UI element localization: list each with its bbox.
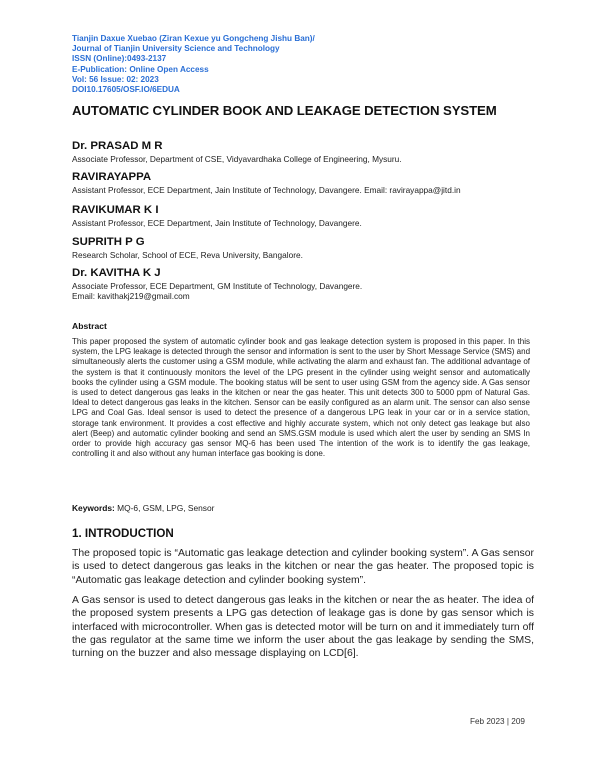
intro-paragraph: The proposed topic is “Automatic gas leakage detection and cylinder booking system”. A Gas sensor is used to detect dangerous gas leaks in the kitchen or near the gas heater. The proposed topic is “Automatic gas leakage detection and cylinder booking system”.: [72, 548, 534, 586]
author-affiliation: Associate Professor, Department of CSE, Vidyavardhaka College of Engineering, Mysuru.: [72, 154, 402, 164]
author-name: Dr. PRASAD M R: [72, 140, 163, 152]
author-block: [72, 267, 542, 302]
author-email: Email: kavithakj219@gmail.com: [72, 291, 190, 302]
intro-paragraph: A Gas sensor is used to detect dangerous gas leaks in the kitchen or near the as heater. The idea of the proposed system presents a LPG gas detection of leakage gas is done by gas sensor which is interfaced with microcontroller. When gas is detected motor will be turn on and it immediately turn off the gas regulator at the same time we inform the user about the gas leakage by sending the SMS, turning on the buzzer and also message displaying on LCD[6].: [72, 595, 534, 660]
paper-title: AUTOMATIC CYLINDER BOOK AND LEAKAGE DETECTION SYSTEM: [72, 103, 497, 118]
author-affiliation: Associate Professor, ECE Department, GM Institute of Technology, Davangere.: [72, 281, 363, 291]
author-name: RAVIKUMAR K I: [72, 204, 159, 216]
author-affiliation: Assistant Professor, ECE Department, Jain Institute of Technology, Davangere. Email: ravirayappa@jitd.in: [72, 185, 461, 195]
author-block: [72, 204, 542, 228]
journal-english-name: Journal of Tianjin University Science and Technology: [72, 44, 280, 54]
page-footer: Feb 2023 | 209: [470, 717, 525, 726]
journal-publication: E-Publication: Online Open Access: [72, 64, 209, 74]
journal-doi: DOI10.17605/OSF.IO/6EDUA: [72, 85, 180, 95]
author-affiliation: Assistant Professor, ECE Department, Jain Institute of Technology, Davangere.: [72, 218, 362, 228]
author-affiliation: Research Scholar, School of ECE, Reva University, Bangalore.: [72, 250, 303, 260]
journal-name-line: Tianjin Daxue Xuebao (Ziran Kexue yu Gongcheng Jishu Ban)/: [72, 34, 315, 43]
author-name: Dr. KAVITHA K J: [72, 267, 161, 279]
journal-volume: Vol: 56 Issue: 02: 2023: [72, 74, 159, 84]
section-heading-introduction: 1. INTRODUCTION: [72, 527, 174, 540]
author-block: [72, 140, 542, 164]
author-block: [72, 171, 542, 195]
author-block: [72, 236, 542, 260]
keywords-label: Keywords:: [72, 503, 115, 513]
author-name: RAVIRAYAPPA: [72, 171, 152, 183]
abstract-heading: Abstract: [72, 321, 107, 331]
author-name: SUPRITH P G: [72, 236, 145, 248]
keywords: [72, 503, 530, 513]
journal-issn: ISSN (Online):0493-2137: [72, 54, 167, 64]
journal-header: [72, 34, 532, 95]
abstract-text: This paper proposed the system of automatic cylinder book and gas leakage detection system is proposed in this paper. In this system, the LPG leakage is detected through the sensor and information is sent to the user by Short Message Service (SMS) and simultaneously alerts the customer using a GSM module, while activating the alarm and exhaust fan. The additional advantage of the system is that it continuously monitors the level of the LPG present in the cylinder using weight sensor and automatically books the cylinder using a GSM module. The booking status will be sent to user using GSM from the agency side. A Gas sensor is used to detect dangerous gas leaks in the kitchen or near the gas heater. This unit detects 300 to 5000 ppm of Natural Gas. Ideal to detect dangerous gas leaks in the kitchen. Sensor can be easily configured as an alarm unit. The sensor can also sense LPG and Coal Gas. Ideal sensor is used to detect the presence of a dangerous LPG leak in your car or in a service station, storage tank environment. It provides a cost effective and highly accurate system, which not only detect gas leakage but also alert (Beep) and automatic cylinder booking and send an SMS.GSM module is used which alert the user by sending an SMS In order to provide high accuracy gas sensor MQ-6 has been used The intention of the work is to identify the gas leakage, controlling it and also without any human interface gas booking is done.: [72, 337, 531, 459]
keywords-text: MQ-6, GSM, LPG, Sensor: [117, 503, 215, 513]
